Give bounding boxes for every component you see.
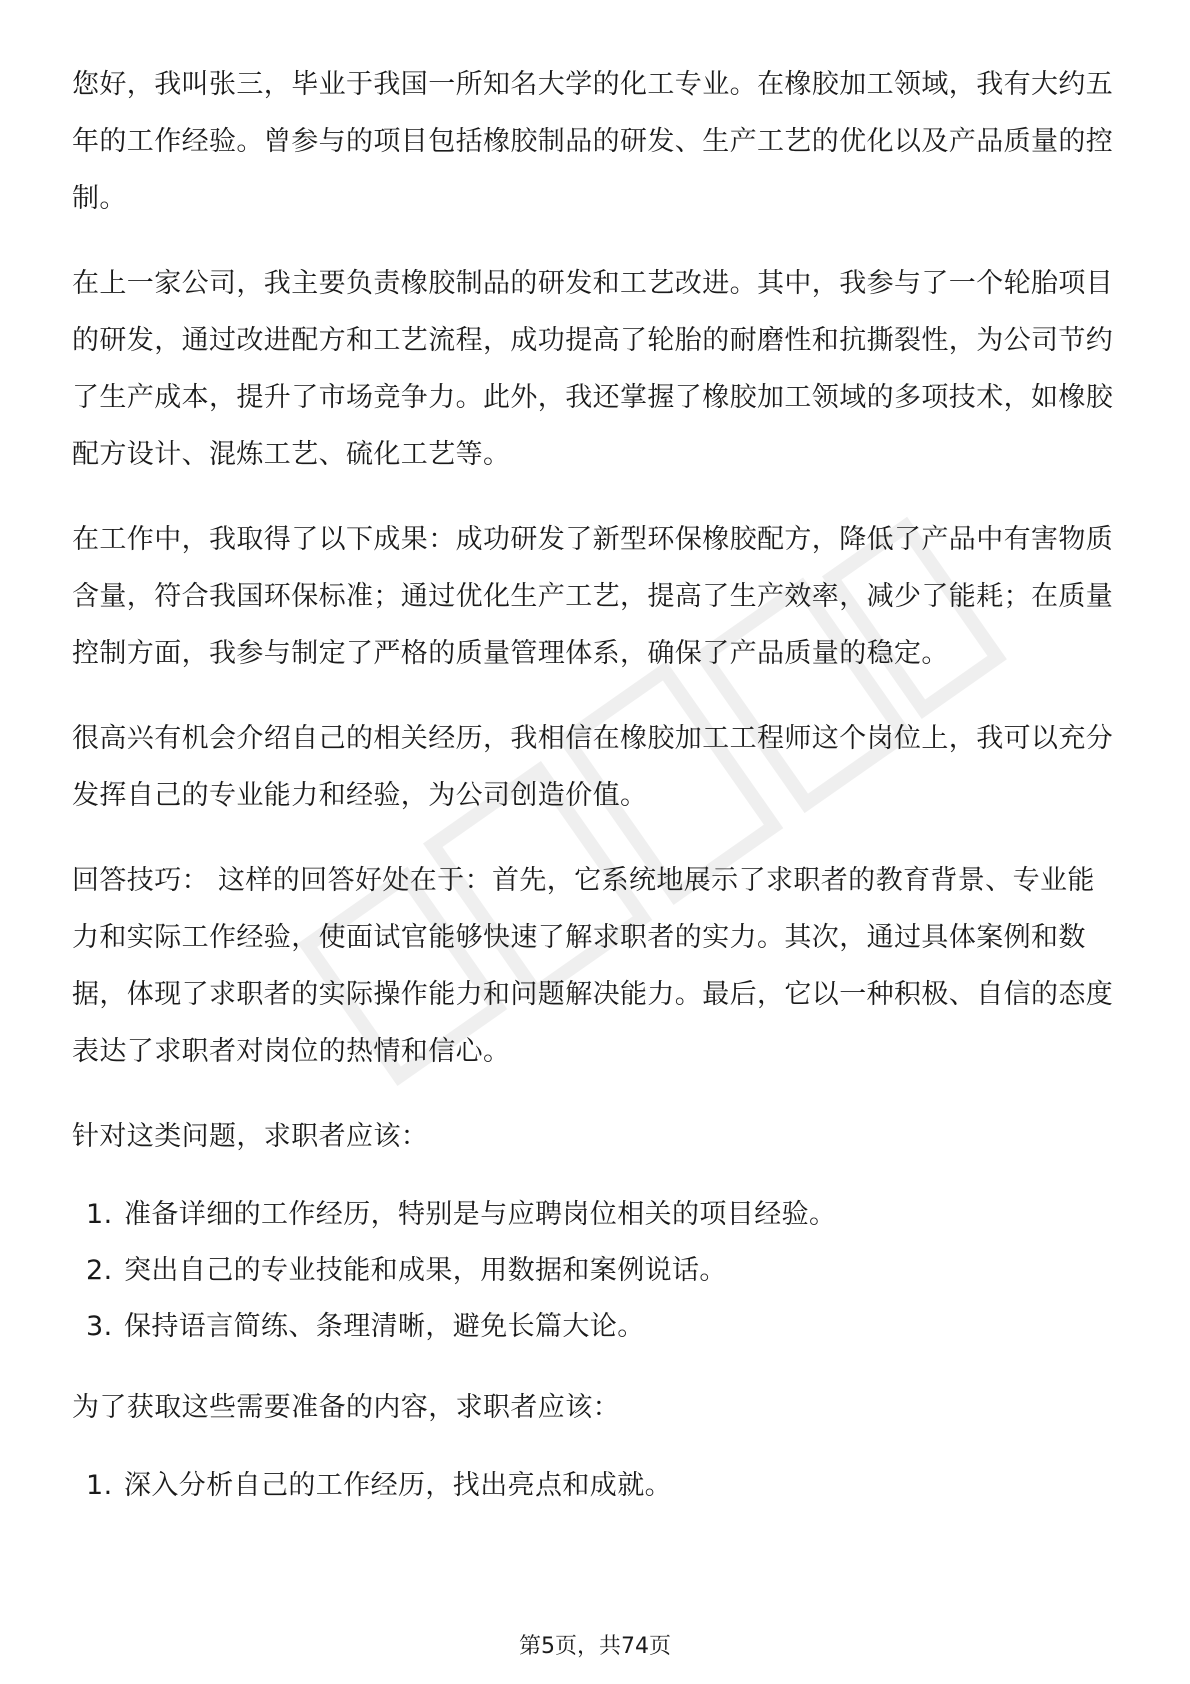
list-item-text: 准备详细的工作经历，特别是与应聘岗位相关的项目经验。 [124, 1199, 837, 1230]
list-item-text: 突出自己的专业技能和成果，用数据和案例说话。 [124, 1255, 727, 1286]
paragraph-experience: 在上一家公司，我主要负责橡胶制品的研发和工艺改进。其中，我参与了一个轮胎项目的研发，通过改进配方和工艺流程，成功提高了轮胎的耐磨性和抗撕裂性，为公司节约了生产成本，提升了市场竞争力。此外，我还掌握了橡胶加工领域的多项技术，如橡胶配方设计、混炼工艺、硫化工艺等。 [72, 268, 1114, 470]
paragraph-achievements: 在工作中，我取得了以下成果：成功研发了新型环保橡胶配方，降低了产品中有害物质含量，符合我国环保标准；通过优化生产工艺，提高了生产效率，减少了能耗；在质量控制方面，我参与制定了严格的质量管理体系，确保了产品质量的稳定。 [72, 524, 1114, 669]
paragraph-closing: 很高兴有机会介绍自己的相关经历，我相信在橡胶加工工程师这个岗位上，我可以充分发挥自己的专业能力和经验，为公司创造价值。 [72, 723, 1114, 811]
list-item [72, 1193, 1118, 1237]
paragraph-preparation-intro: 为了获取这些需要准备的内容，求职者应该： [72, 1392, 620, 1423]
page-number-footer: 第5页，共74页 [519, 1634, 671, 1659]
list-item-number: 1. [86, 1199, 113, 1230]
list-item [72, 1464, 1118, 1508]
list-item [72, 1249, 1118, 1293]
paragraph-answer-tips: 回答技巧： 这样的回答好处在于：首先，它系统地展示了求职者的教育背景、专业能力和实际工作经验，使面试官能够快速了解求职者的实力。其次，通过具体案例和数据，体现了求职者的实际操作能力和问题解决能力。最后，它以一种积极、自信的态度表达了求职者对岗位的热情和信心。 [72, 865, 1114, 1067]
list-item-number: 3. [86, 1311, 113, 1342]
list-item-text: 深入分析自己的工作经历，找出亮点和成就。 [124, 1470, 672, 1501]
preparation-list [72, 1464, 1118, 1508]
paragraph-intro: 您好，我叫张三，毕业于我国一所知名大学的化工专业。在橡胶加工领域，我有大约五年的工作经验。曾参与的项目包括橡胶制品的研发、生产工艺的优化以及产品质量的控制。 [72, 69, 1114, 214]
list-item-number: 2. [86, 1255, 113, 1286]
list-item-number: 1. [86, 1470, 113, 1501]
paragraph-advice-intro: 针对这类问题，求职者应该： [72, 1121, 429, 1152]
advice-list [72, 1193, 1118, 1349]
document-body [72, 56, 1118, 1538]
list-item [72, 1305, 1118, 1349]
list-item-text: 保持语言简练、条理清晰，避免长篇大论。 [124, 1311, 645, 1342]
